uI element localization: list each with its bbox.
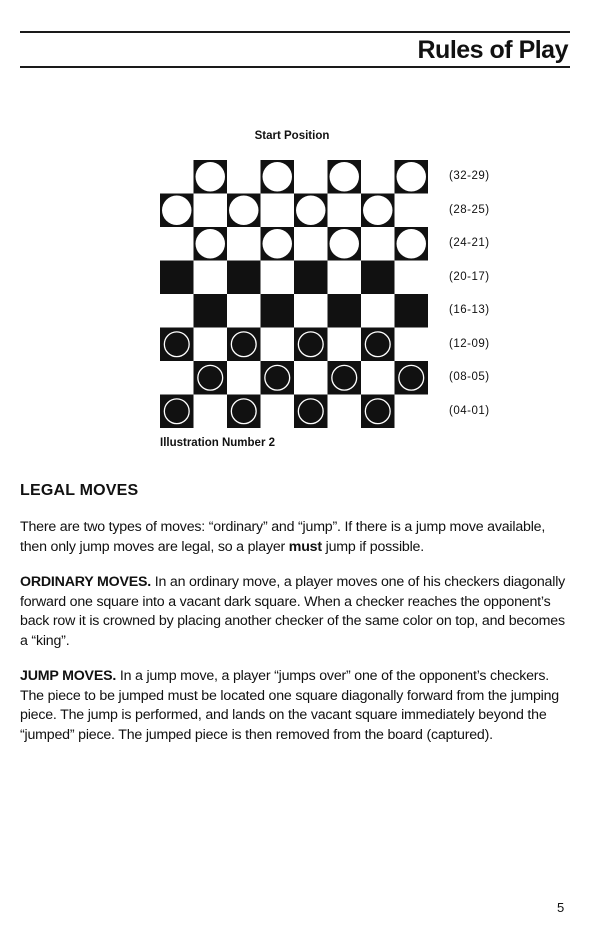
white-checker [397,162,426,191]
header-rule-top [20,31,570,33]
white-checker [196,229,225,258]
black-checker [396,363,426,393]
light-square [294,160,328,194]
row-label: (08-05) [449,371,490,383]
figure-caption-bottom: Illustration Number 2 [160,437,276,449]
intro-emphasis: must [288,538,322,555]
light-square [160,361,194,395]
light-square [160,294,194,328]
light-square [361,294,395,328]
light-square [328,395,362,429]
black-checker [296,329,326,359]
black-checker [229,329,259,359]
light-square [227,361,261,395]
row-label: (16-13) [449,304,490,316]
black-checker [296,396,326,426]
light-square [227,227,261,261]
light-square [194,261,228,295]
light-square [395,261,429,295]
white-checker [363,196,392,225]
light-square [328,328,362,362]
white-checker [296,196,325,225]
dark-square [160,261,194,295]
white-checker [330,229,359,258]
light-square [261,261,295,295]
light-square [294,227,328,261]
light-square [395,194,429,228]
intro-text-a: There are two types of moves: “ordinary” and “jump”. If there is a jump move available, then only jump moves are legal, so a player [20,519,546,555]
header-rule-bottom [20,66,570,68]
black-checker [229,396,259,426]
black-checker [195,363,225,393]
light-square [261,395,295,429]
light-square [395,395,429,429]
dark-square [227,261,261,295]
dark-square [361,261,395,295]
black-checker [363,329,393,359]
row-label: (12-09) [449,337,490,350]
row-label: (20-17) [449,270,490,283]
row-label: (04-01) [449,404,490,417]
light-square [294,294,328,328]
jump-moves-lead: JUMP MOVES. [20,668,117,684]
paragraph-intro [20,518,568,557]
light-square [160,160,194,194]
section-heading: LEGAL MOVES [20,482,139,499]
light-square [261,194,295,228]
white-checker [196,162,225,191]
dark-square [395,294,429,328]
black-checker [363,396,393,426]
page-number: 5 [557,900,565,915]
dark-square [328,294,362,328]
white-checker [162,196,191,225]
white-checker [263,229,292,258]
page-title: Rules of Play [417,36,568,64]
dark-square [294,261,328,295]
row-label: (24-21) [449,237,490,249]
ordinary-moves-body: In an ordinary move, a player moves one of his checkers diagonally forward one square into a vacant dark square. When a checker reaches the opponent’s back row it is crowned by placing another checker of the same color on top, and becomes a “king”. [20,574,566,649]
row-label: (32-29) [449,170,490,182]
light-square [328,194,362,228]
checkerboard [160,160,428,428]
black-checker [329,363,359,393]
black-checker [262,363,292,393]
light-square [227,294,261,328]
white-checker [229,196,258,225]
light-square [361,227,395,261]
paragraph-jump-moves [20,667,568,745]
row-label: (28-25) [449,203,490,216]
white-checker [263,162,292,191]
white-checker [397,229,426,258]
light-square [194,328,228,362]
jump-moves-body: In a jump move, a player “jumps over” one of the opponent’s checkers. The piece to be jumped must be located one square diagonally forward from the jumping piece. The jump is performed, and lands on the vacant square immediately beyond the “jumped” piece. The jumped piece is then removed from the board (captured). [20,668,560,743]
dark-square [194,294,228,328]
light-square [328,261,362,295]
light-square [194,194,228,228]
paragraph-ordinary-moves [20,573,568,651]
row-labels [449,160,519,428]
light-square [294,361,328,395]
dark-square [261,294,295,328]
light-square [395,328,429,362]
black-checker [162,396,192,426]
ordinary-moves-lead: ORDINARY MOVES. [20,574,152,590]
light-square [194,395,228,429]
light-square [261,328,295,362]
light-square [227,160,261,194]
light-square [361,160,395,194]
light-square [361,361,395,395]
light-square [160,227,194,261]
figure-caption-top: Start Position [254,130,330,142]
black-checker [162,329,192,359]
white-checker [330,162,359,191]
intro-text-b: jump if possible. [321,538,424,555]
